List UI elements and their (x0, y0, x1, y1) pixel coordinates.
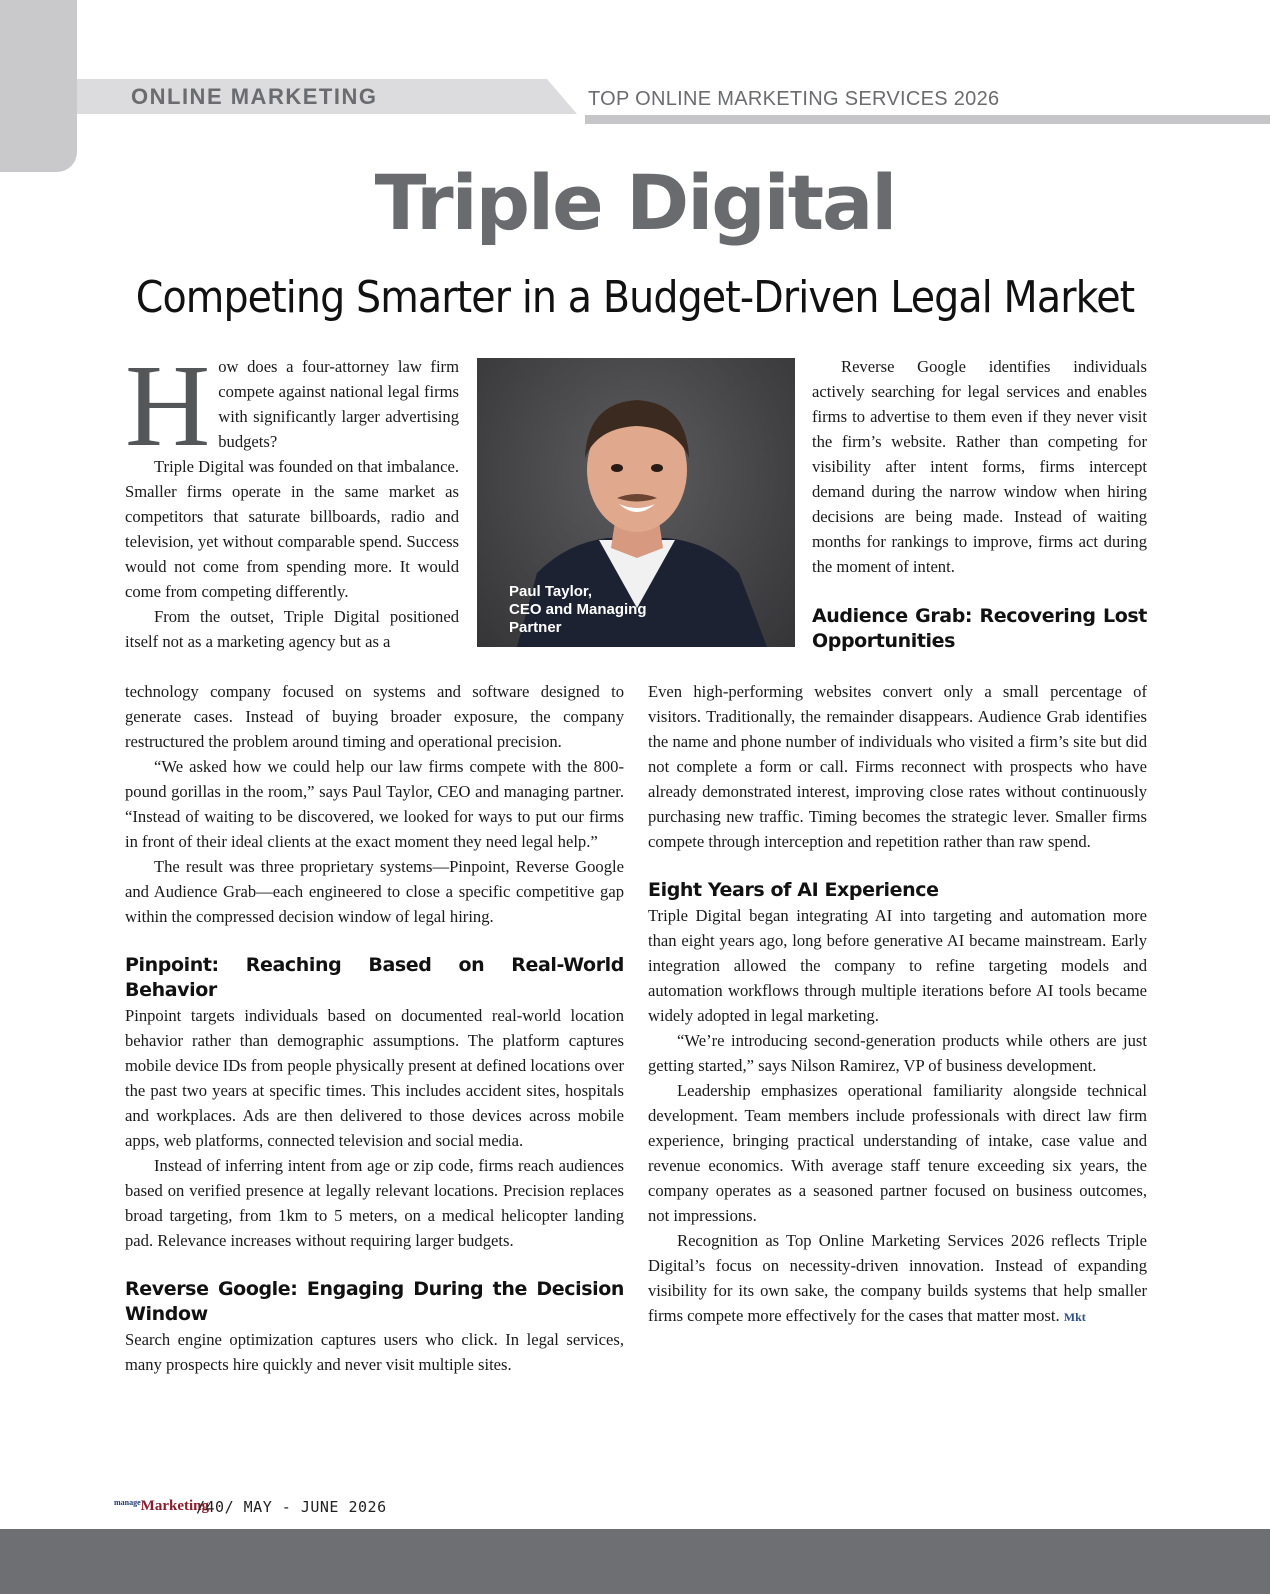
paragraph: technology company focused on systems and software designed to generate cases. Instead of buying broader exposure, the company restructured the problem around timing and operational precision. (125, 682, 624, 751)
closing-text: Recognition as Top Online Marketing Services 2026 reflects Triple Digital’s focus on necessity-driven innovation. Instead of expanding visibility for its own sake, the company builds systems that help smaller firms compete more effectively for the cases that matter most. (648, 1231, 1147, 1325)
header-rule (585, 115, 1270, 124)
section-label: ONLINE MARKETING (131, 84, 378, 109)
paragraph: The result was three proprietary systems—Pinpoint, Reverse Google and Audience Grab—each engineered to close a specific competitive gap within the compressed decision window of legal hiring. (125, 857, 624, 926)
quote-paragraph: “We asked how we could help our law firms compete with the 800-pound gorillas in the room,” says Paul Taylor, CEO and managing partner. “Instead of waiting to be discovered, we looked for ways to put our firms in front of their ideal clients at the exact moment they need legal help.” (125, 757, 624, 851)
caption-line: Partner (509, 619, 562, 636)
portrait-photo (477, 358, 795, 647)
article-title: Triple Digital (374, 158, 896, 247)
paragraph: Reverse Google identifies individuals actively searching for legal services and enables firms to advertise to them even if they never visit the firm’s website. Rather than competing for visibility after intent forms, firms intercept demand during the narrow window when hiring decisions are being made. Instead of waiting months for rankings to improve, firms act during the moment of intent. (812, 357, 1147, 576)
logo-small-text: manage (114, 1498, 141, 1507)
series-label: TOP ONLINE MARKETING SERVICES 2026 (588, 88, 1000, 110)
heading-pinpoint: Pinpoint: Reaching Based on Real-World Behavior (125, 954, 624, 1001)
photo-caption (509, 583, 649, 637)
column-right-upper (812, 354, 1147, 654)
column-left-upper (125, 340, 459, 654)
paragraph (648, 1228, 1147, 1330)
end-mark: Mkt (1063, 1310, 1086, 1324)
paragraph: Even high-performing websites convert only a small percentage of visitors. Traditionally, the remainder disappears. Audience Grab identifies the name and phone number of individuals who visited a firm’s site but did not complete a form or call. Firms reconnect with prospects who have already demonstrated interest, improving close rates without continuously purchasing new traffic. Timing becomes the strategic lever. Smaller firms compete through interception and repetition rather than raw spend. (648, 682, 1147, 851)
logo-main-text: Marketing (140, 1498, 209, 1514)
magazine-logo (114, 1498, 209, 1515)
paragraph: Triple Digital was founded on that imbalance. Smaller firms operate in the same market as competitors that saturate billboards, radio and television, yet without comparable spend. Success would not come from spending more. It would come from competing differently. (125, 457, 459, 601)
quote-paragraph: “We’re introducing second-generation products while others are just getting started,” says Nilson Ramirez, VP of business development. (648, 1031, 1147, 1075)
page-info: /40/ MAY - JUNE 2026 (196, 1498, 387, 1516)
paragraph: Instead of inferring intent from age or zip code, firms reach audiences based on verified presence at legally relevant locations. Precision replaces broad targeting, from 1km to 5 meters, on a medical helicopter landing pad. Relevance increases without requiring larger budgets. (125, 1156, 624, 1250)
caption-line: Paul Taylor, (509, 583, 593, 600)
heading-audience-grab: Audience Grab: Recovering Lost Opportunities (812, 605, 1147, 652)
drop-cap: H (125, 340, 211, 471)
intro-paragraph: ow does a four-attorney law firm compete against national legal firms with significantly larger advertising budgets? (218, 357, 459, 451)
footer-bar (0, 1529, 1270, 1594)
paragraph: From the outset, Triple Digital positioned itself not as a marketing agency but as a (125, 607, 459, 651)
caption-line: CEO and Managing (509, 601, 647, 618)
paragraph: Pinpoint targets individuals based on documented real-world location behavior rather than demographic assumptions. The platform captures mobile device IDs from people physically present at defined locations over the past two years at specific times. This includes accident sites, hospitals and workplaces. Ads are then delivered to those devices across mobile apps, web platforms, connected television and social media. (125, 1006, 624, 1150)
heading-eight-years: Eight Years of AI Experience (648, 879, 939, 901)
paragraph: Triple Digital began integrating AI into targeting and automation more than eight years ago, long before generative AI became mainstream. Early integration allowed the company to refine targeting models and automation workflows through multiple iterations before AI tools became widely adopted in legal marketing. (648, 906, 1147, 1025)
paragraph: Leadership emphasizes operational familiarity alongside technical development. Team members include professionals with direct law firm experience, bringing practical understanding of intake, case value and revenue economics. With average staff tenure exceeding six years, the company operates as a seasoned partner focused on business outcomes, not impressions. (648, 1081, 1147, 1225)
corner-tab (0, 0, 77, 172)
paragraph: Search engine optimization captures users who click. In legal services, many prospects hire quickly and never visit multiple sites. (125, 1330, 624, 1374)
column-right-lower (648, 679, 1147, 1330)
heading-reverse-google: Reverse Google: Engaging During the Decision Window (125, 1278, 624, 1325)
article-subtitle: Competing Smarter in a Budget-Driven Legal Market (135, 272, 1135, 323)
column-left-lower (125, 679, 624, 1377)
